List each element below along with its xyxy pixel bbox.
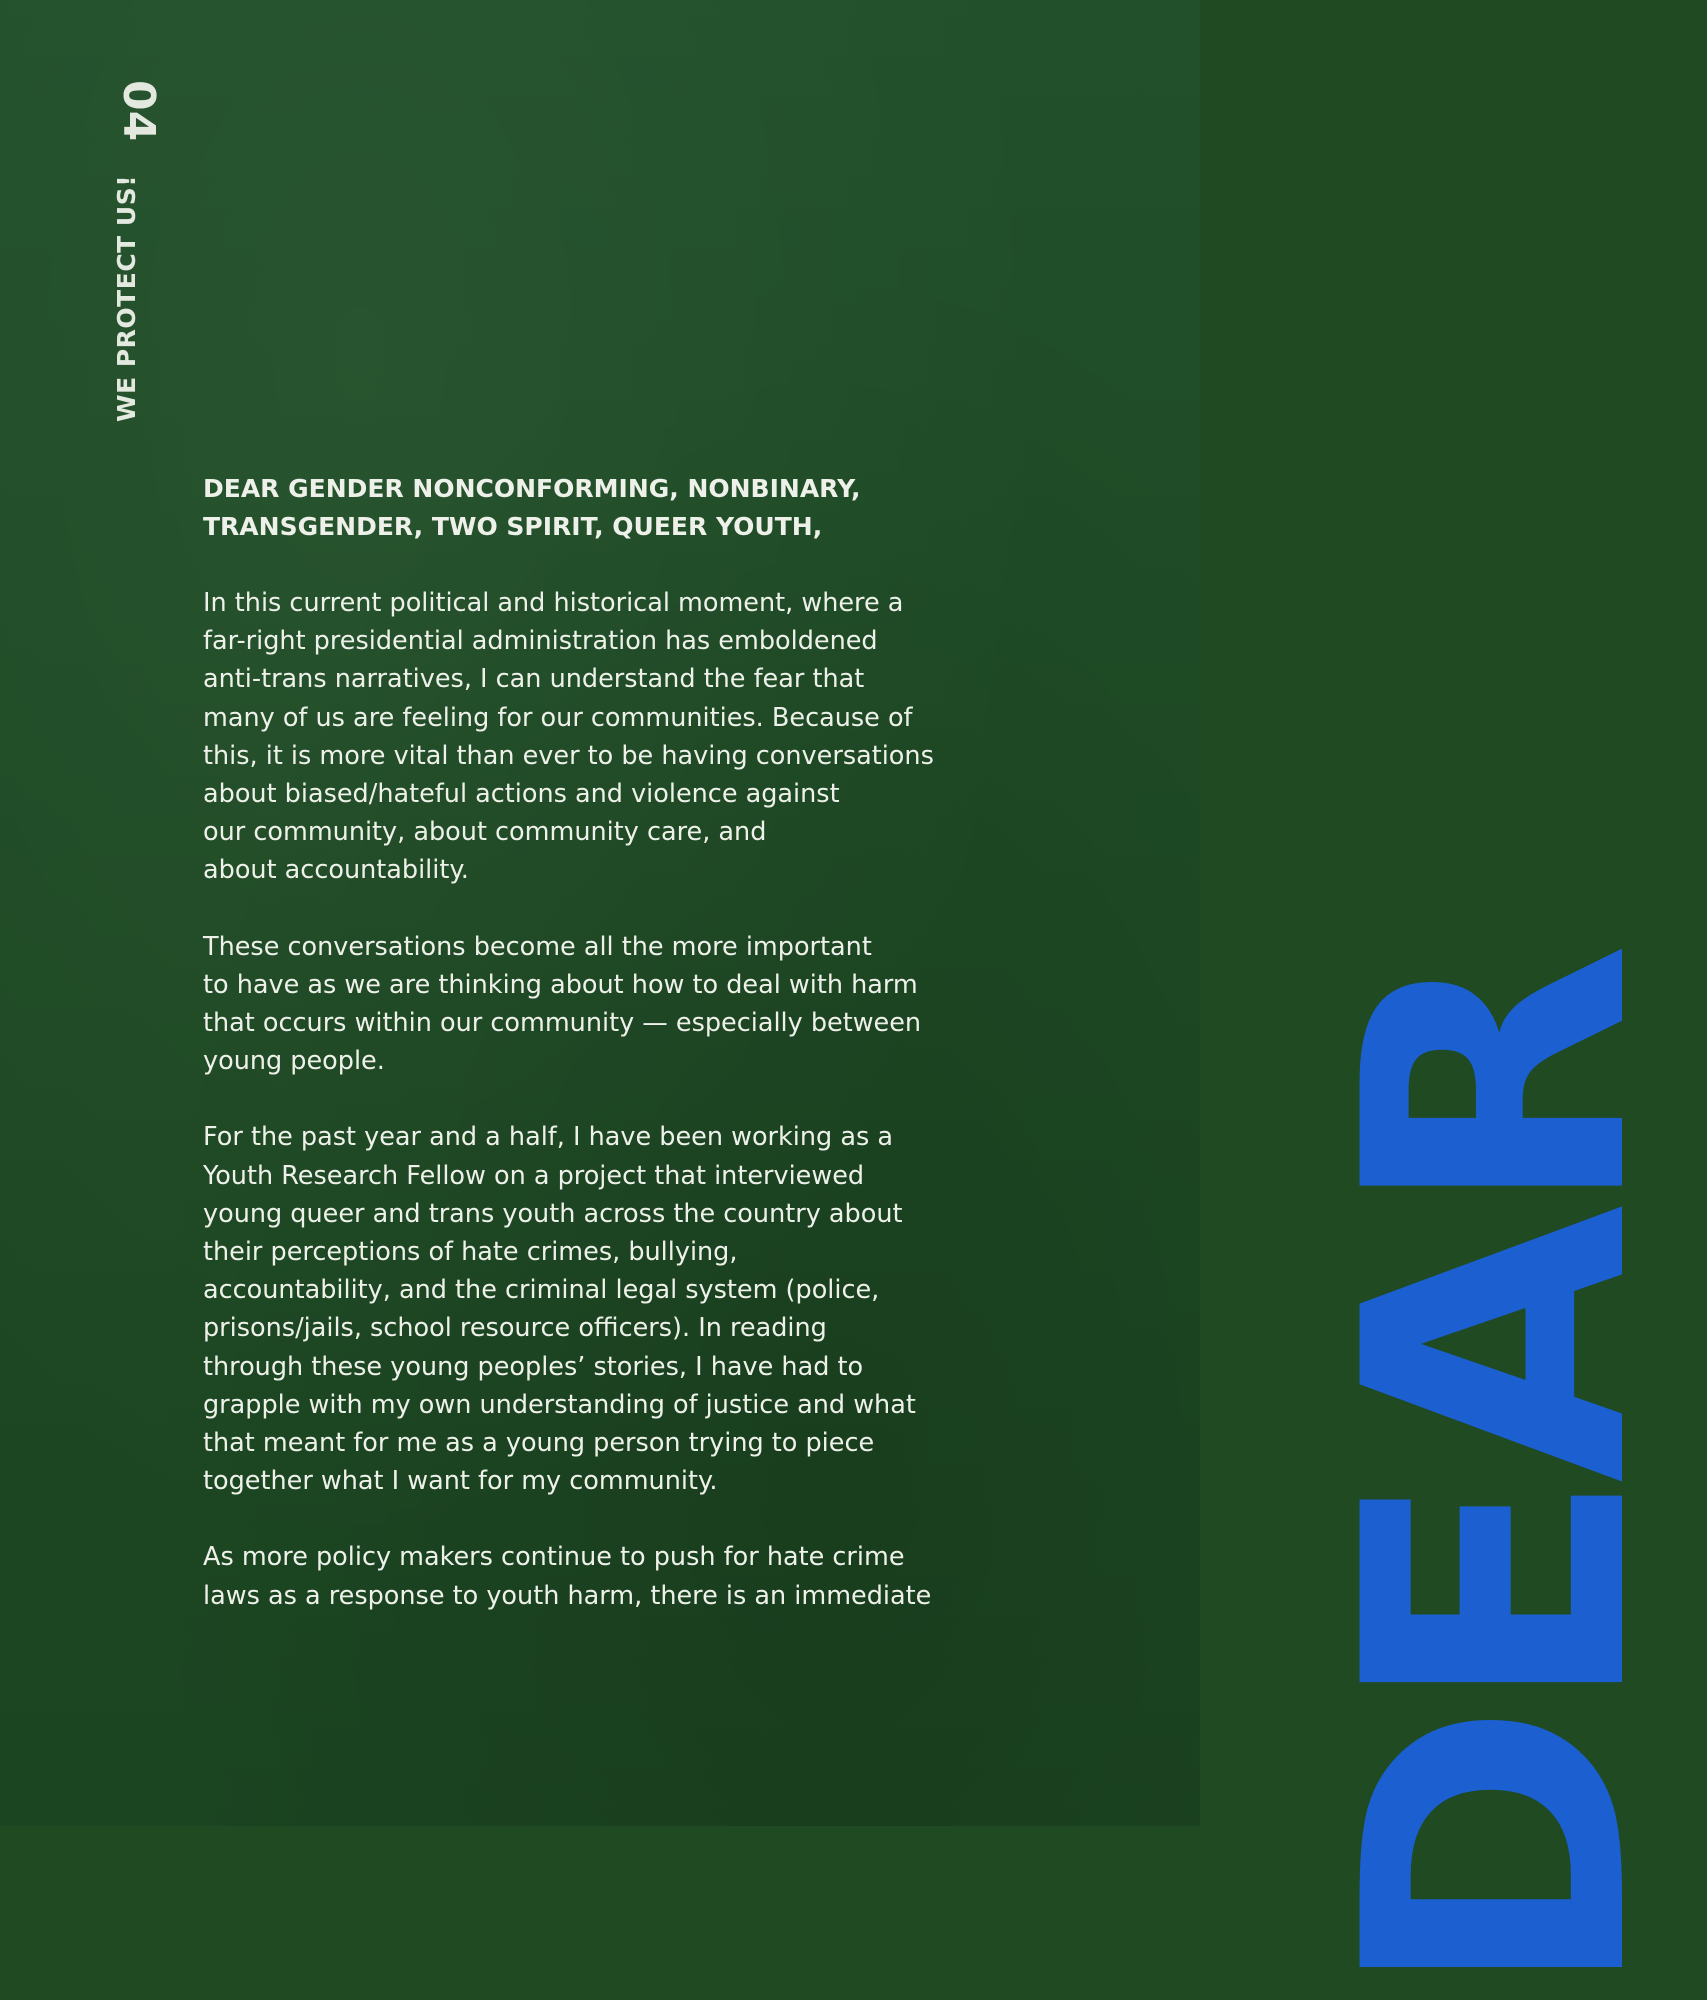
paragraph-3: For the past year and a half, I have been working as a Youth Research Fellow on a project that interviewed young queer and trans youth across the country about their perceptions of hate crimes, bullying, accountability, and the criminal legal system (police, prisons/jails, school resource officers). In reading through these young peoples’ stories, I have had to grapple with my own understanding of justice and what that meant for me as a young person trying to piece together what I want for my community. (203, 1122, 916, 1497)
section-label: WE PROTECT US! (112, 174, 141, 422)
paragraph-4: As more policy makers continue to push for hate crime laws as a response to youth harm, there is an immediate (203, 1542, 932, 1611)
letter-body (203, 470, 1003, 1653)
salutation: DEAR GENDER NONCONFORMING, NONBINARY, TRANSGENDER, TWO SPIRIT, QUEER YOUTH, (203, 474, 861, 541)
vertical-heading-text: DEAR (1288, 955, 1707, 2000)
paragraph-1: In this current political and historical moment, where a far-right presidential administration has emboldened anti-trans narratives, I can understand the fear that many of us are feeling for our communities. Because of this, it is more vital than ever to be having conversations about biased/hateful actions and violence against our community, about community care, and about accountability. (203, 588, 934, 886)
vertical-heading (1012, 0, 1707, 2000)
page-number: 04 (113, 80, 164, 142)
paragraph-2: These conversations become all the more important to have as we are thinking about how to deal with harm that occurs within our community — especially between young people. (203, 931, 922, 1077)
